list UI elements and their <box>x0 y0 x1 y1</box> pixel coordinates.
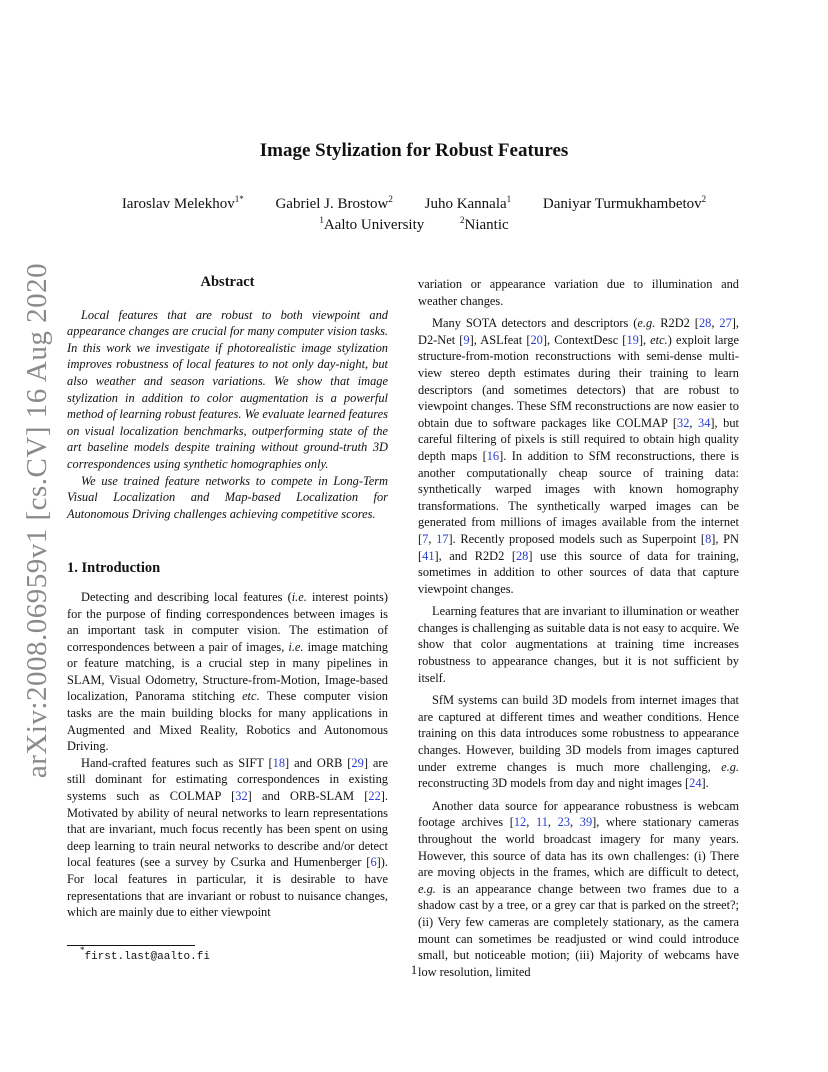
footnote: *first.last@aalto.fi <box>80 945 210 963</box>
body-paragraph: Detecting and describing local features (i.e. interest points) for the purpose of finding correspondences between images is an important task in computer vision. The estimation of correspondences between a pair of images, i.e. image matching or feature matching, is a crucial step in many pipelines in SLAM, Visual Odometry, Structure-from-Motion, Image-based localization, Panorama stitching etc. These computer vision tasks are the main building blocks for many applications in Augmented and Mixed Reality, Robotics and Autonomous Driving. <box>67 589 388 754</box>
right-column <box>418 276 739 980</box>
arxiv-id-text: arXiv:2008.06959v1 [cs.CV] 16 Aug 2020 <box>21 262 54 778</box>
body-paragraph: SfM systems can build 3D models from internet images that are captured at different times and weather conditions. Hence training on this data introduces some robustness to appearance changes. However, building 3D models from images captured under extreme changes is much more challenging, e.g. reconstructing 3D models from day and night images [24]. <box>418 693 739 791</box>
author-list <box>0 194 828 215</box>
section-heading-introduction: 1. Introduction <box>67 560 161 577</box>
citation-link[interactable]: 17 <box>436 531 449 546</box>
body-paragraph: Hand-crafted features such as SIFT [18] and ORB [29] are still dominant for estimating correspondences in existing systems such as COLMAP [32] and ORB-SLAM [22]. Motivated by ability of neural networks to learn representations that are invariant, much focus recently has been spent on using deep learning to train neural networks to describe and/or detect local features (see a survey by Csurka and Humenberger [6]). For local features in particular, it is desirable to have representations that are invariant or robust to nuisance changes, which are mainly due to either viewpoint <box>67 755 388 920</box>
author: Iaroslav Melekhov$^{1*}$ <box>121 194 244 212</box>
body-paragraph: Learning features that are invariant to illumination or weather changes is challenging as suitable data is not easy to acquire. We show that color augmentations at training time increases robustness to appearance changes, but it is not sufficient by itself. <box>418 604 739 685</box>
citation-link[interactable]: 41 <box>422 548 435 563</box>
body-paragraph: Another data source for appearance robustness is webcam footage archives [12, 11, 23, 39], where stationary cameras throughout the world broadcast imagery for many years. However, this source of data has its own challenges: (i) There are moving objects in the frames, which are difficult to detect, e.g. is an appearance change between two frames due to a shadow cast by a tree, or a grey car that is parked on the street?; (ii) Very few cameras are completely stationary, as the camera mount can sometimes be readjusted or wind could introduce small, but noticeable motion; (iii) Majority of webcams have low resolution, limited <box>418 798 739 979</box>
paper-title: Image Stylization for Robust Features <box>259 140 569 161</box>
citation-link[interactable]: 18 <box>272 755 286 770</box>
citation-link[interactable]: 28 <box>698 316 712 331</box>
affiliation-list <box>0 215 828 236</box>
citation-link[interactable]: 6 <box>370 855 377 870</box>
abstract-heading: Abstract <box>200 274 255 290</box>
footnote-email: first.last@aalto.fi <box>84 951 210 963</box>
citation-link[interactable]: 22 <box>368 789 381 804</box>
citation-link[interactable]: 28 <box>515 548 529 563</box>
abstract-body <box>67 307 388 523</box>
citation-link[interactable]: 7 <box>422 531 429 546</box>
citation-link[interactable]: 9 <box>463 332 470 347</box>
page-number: 1 <box>410 963 418 977</box>
left-column <box>67 274 388 921</box>
citation-link[interactable]: 29 <box>351 755 364 770</box>
citation-link[interactable]: 20 <box>530 332 543 347</box>
body-paragraph: Many SOTA detectors and descriptors (e.g. R2D2 [28, 27], D2-Net [9], ASLfeat [20], ContextDesc [19], etc.) exploit large structure-from-motion reconstructions with semi-dense multi-view stereo depth estimates during their training to learn descriptors (and sometimes detectors) that are robust to viewpoint changes. These SfM reconstructions are now easier to obtain due to software packages like COLMAP [32, 34], but careful filtering of pixels is still required to obtain high quality depth maps [16]. In addition to SfM reconstructions, there is another computationally cheap source of training data: synthetically warped images with known homography transformations. The synthetically warped images can be generated from millions of images available from the internet [7, 17]. Recently proposed models such as Superpoint [8], PN [41], and R2D2 [28] use this source of data for training, sometimes in addition to other sources of data that capture viewpoint changes. <box>418 316 740 596</box>
affiliation: $^1$Aalto University <box>319 215 425 233</box>
citation-link[interactable]: 27 <box>719 316 732 331</box>
author: Gabriel J. Brostow$^2$ <box>275 194 393 212</box>
arxiv-identifier-stamp <box>18 262 58 778</box>
citation-link[interactable]: 24 <box>689 776 702 791</box>
affiliation: $^2$Niantic <box>460 215 509 233</box>
footnote-divider <box>67 945 195 946</box>
citation-link[interactable]: 19 <box>626 332 639 347</box>
citation-link[interactable]: 32 <box>235 789 248 804</box>
citation-link[interactable]: 16 <box>486 448 500 463</box>
citation-link[interactable]: 11 <box>535 815 548 830</box>
body-paragraph-continued: variation or appearance variation due to illumination and weather changes. <box>418 277 739 308</box>
author-block <box>0 194 828 236</box>
author: Juho Kannala$^1$ <box>424 194 512 212</box>
citation-link[interactable]: 23 <box>557 815 571 830</box>
abstract-paragraph: Local features that are robust to both viewpoint and appearance changes are crucial for many computer vision tasks. In this work we investigate if photorealistic image stylization improves robustness of local features to not only day-night, but also weather and season variations. We show that image stylization in addition to color augmentation is a powerful method of learning robust features. We evaluate learned features on visual localization benchmarks, outperforming state of the art baseline models despite training without ground-truth 3D correspondences using synthetic homographies only. <box>67 307 388 471</box>
citation-link[interactable]: 32 <box>677 415 690 430</box>
citation-link[interactable]: 8 <box>705 531 712 546</box>
citation-link[interactable]: 39 <box>579 815 593 830</box>
abstract-paragraph: We use trained feature networks to compete in Long-Term Visual Localization and Map-based Localization for Autonomous Driving challenges achieving competitive scores. <box>67 473 388 521</box>
citation-link[interactable]: 12 <box>513 815 527 830</box>
author: Daniyar Turmukhambetov$^2$ <box>542 194 707 212</box>
citation-link[interactable]: 34 <box>698 415 711 430</box>
